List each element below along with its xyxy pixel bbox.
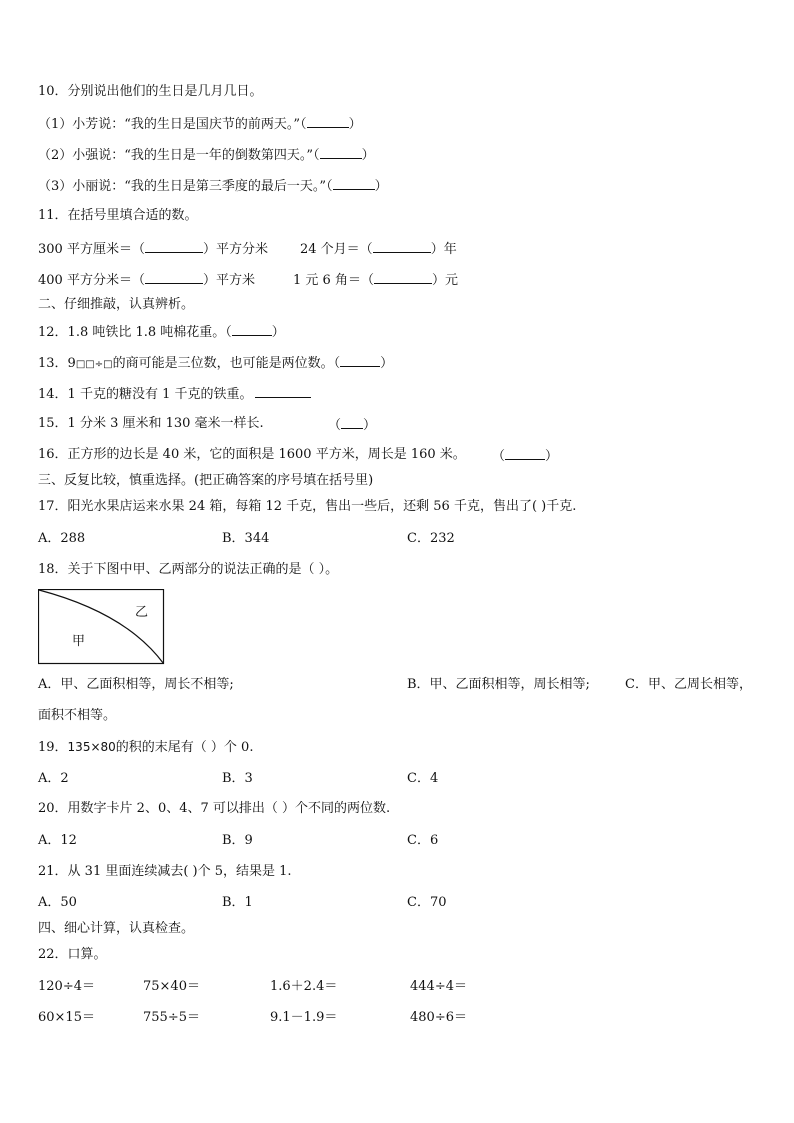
q20-option-c[interactable]: C．6 xyxy=(407,833,439,848)
q13 xyxy=(38,354,393,373)
answer-blank[interactable] xyxy=(333,177,375,190)
q17-option-b[interactable]: B．344 xyxy=(222,531,270,546)
q11-title: 11．在括号里填合适的数。 xyxy=(38,208,198,223)
q11-row-1a xyxy=(38,240,268,258)
q16-open: （ xyxy=(492,449,506,464)
q19-option-a[interactable]: A．2 xyxy=(38,771,69,786)
q21-text: 21．从 31 里面连续减去( )个 5，结果是 1. xyxy=(38,864,292,879)
q13-boxes: □□÷□ xyxy=(75,359,113,370)
q15 xyxy=(38,416,264,432)
q11-row-2b xyxy=(293,271,458,289)
section-3-heading: 三、反复比较，慎重选择。(把正确答案的序号填在括号里) xyxy=(38,473,374,488)
q12 xyxy=(38,323,285,341)
section-2-heading: 二、仔细推敲，认真辨析。 xyxy=(38,297,195,312)
q12-text: 12．1.8 吨铁比 1.8 吨棉花重。（ xyxy=(38,325,232,340)
figure-label-yi: 乙 xyxy=(135,605,149,620)
q11-d-unit: ）元 xyxy=(431,273,458,288)
q22-r2-c3: 9.1－1.9＝ xyxy=(270,1010,338,1025)
q10-item-3-text: （3）小丽说：“我的生日是第三季度的最后一天。”（ xyxy=(38,179,333,194)
q22-r1-c4: 444÷4＝ xyxy=(410,979,467,994)
q22-r2-c2: 755÷5＝ xyxy=(143,1010,200,1025)
q11-row-2a xyxy=(38,271,255,289)
q18-text: 18．关于下图中甲、乙两部分的说法正确的是（ ）。 xyxy=(38,562,339,577)
q22-r1-c2: 75×40＝ xyxy=(143,979,200,994)
q19-post: 的积的末尾有（ ）个 0. xyxy=(115,740,254,755)
q18-option-b[interactable]: B．甲、乙面积相等，周长相等; xyxy=(407,677,590,692)
q10-item-2-close: ） xyxy=(361,148,375,163)
q10-item-1 xyxy=(38,115,362,133)
q13-pre: 13．9 xyxy=(38,356,76,371)
q21-option-c[interactable]: C．70 xyxy=(407,895,447,910)
q18-figure xyxy=(38,589,166,665)
figure-label-jia: 甲 xyxy=(72,634,86,649)
q16-text: 16．正方形的边长是 40 米，它的面积是 1600 平方米，周长是 160 米。 xyxy=(38,447,466,462)
answer-blank[interactable] xyxy=(340,354,380,367)
q17-option-a[interactable]: A．288 xyxy=(38,531,86,546)
q11-c-label: 400 平方分米＝（ xyxy=(38,273,145,288)
q13-post: 的商可能是三位数，也可能是两位数。（ xyxy=(112,356,341,371)
q19-option-c[interactable]: C．4 xyxy=(407,771,439,786)
q21-option-b[interactable]: B．1 xyxy=(222,895,253,910)
answer-blank[interactable] xyxy=(320,146,362,159)
q11-a-unit: ）平方分米 xyxy=(202,242,268,257)
q20-option-a[interactable]: A．12 xyxy=(38,833,77,848)
q11-d-label: 1 元 6 角＝（ xyxy=(293,273,374,288)
answer-blank[interactable] xyxy=(373,240,431,253)
q22-r1-c3: 1.6＋2.4＝ xyxy=(270,979,338,994)
q11-row-1b xyxy=(300,240,457,258)
q15-answer xyxy=(328,416,376,434)
q11-c-unit: ）平方米 xyxy=(202,273,255,288)
q20-text: 20．用数字卡片 2、0、4、7 可以排出（ ）个不同的两位数. xyxy=(38,801,391,816)
q10-item-2 xyxy=(38,146,375,164)
figure-rectangle xyxy=(39,590,164,664)
section-4-heading: 四、细心计算，认真检查。 xyxy=(38,921,195,936)
q19-text xyxy=(38,739,253,756)
q16-answer xyxy=(492,447,558,465)
q15-open: （ xyxy=(328,418,342,433)
q10-title: 10．分别说出他们的生日是几月几日。 xyxy=(38,84,263,99)
answer-blank[interactable] xyxy=(145,240,203,253)
q10-item-3-close: ） xyxy=(374,179,388,194)
answer-blank[interactable] xyxy=(341,416,363,429)
answer-blank[interactable] xyxy=(374,271,432,284)
q11-b-unit: ）年 xyxy=(430,242,457,257)
q15-close: ） xyxy=(363,418,377,433)
q16-close: ） xyxy=(545,449,559,464)
q10-item-1-close: ） xyxy=(348,117,362,132)
q22-r2-c4: 480÷6＝ xyxy=(410,1010,467,1025)
q10-item-1-text: （1）小芳说：“我的生日是国庆节的前两天。”（ xyxy=(38,117,307,132)
q20-option-b[interactable]: B．9 xyxy=(222,833,253,848)
answer-blank[interactable] xyxy=(307,115,349,128)
q22-title: 22．口算。 xyxy=(38,947,107,962)
q18-option-c[interactable]: C．甲、乙周长相等， xyxy=(625,677,752,692)
q19-pre: 19． xyxy=(38,740,68,755)
q16 xyxy=(38,447,466,463)
answer-blank[interactable] xyxy=(145,271,203,284)
q13-close: ） xyxy=(380,356,394,371)
q12-close: ） xyxy=(271,325,285,340)
q17-text: 17．阳光水果店运来水果 24 箱，每箱 12 千克，售出一些后，还剩 56 千克，售出了( )千克. xyxy=(38,499,577,514)
q21-option-a[interactable]: A．50 xyxy=(38,895,77,910)
q11-b-label: 24 个月＝（ xyxy=(300,242,373,257)
q10-item-3 xyxy=(38,177,388,195)
q22-r2-c1: 60×15＝ xyxy=(38,1010,95,1025)
answer-blank[interactable] xyxy=(505,447,545,460)
q19-expr: 135×80 xyxy=(67,740,116,754)
answer-blank[interactable] xyxy=(255,385,311,398)
q17-option-c[interactable]: C．232 xyxy=(407,531,455,546)
q11-a-label: 300 平方厘米＝（ xyxy=(38,242,145,257)
answer-blank[interactable] xyxy=(232,323,272,336)
q18-option-c-cont: 面积不相等。 xyxy=(38,708,117,723)
q15-text: 15．1 分米 3 厘米和 130 毫米一样长. xyxy=(38,416,264,431)
q19-option-b[interactable]: B．3 xyxy=(222,771,253,786)
q14-text: 14．1 千克的糖没有 1 千克的铁重。 xyxy=(38,387,253,402)
q14 xyxy=(38,385,311,403)
q18-option-a[interactable]: A．甲、乙面积相等，周长不相等; xyxy=(38,677,234,692)
q22-r1-c1: 120÷4＝ xyxy=(38,979,95,994)
q10-item-2-text: （2）小强说：“我的生日是一年的倒数第四天。”（ xyxy=(38,148,320,163)
